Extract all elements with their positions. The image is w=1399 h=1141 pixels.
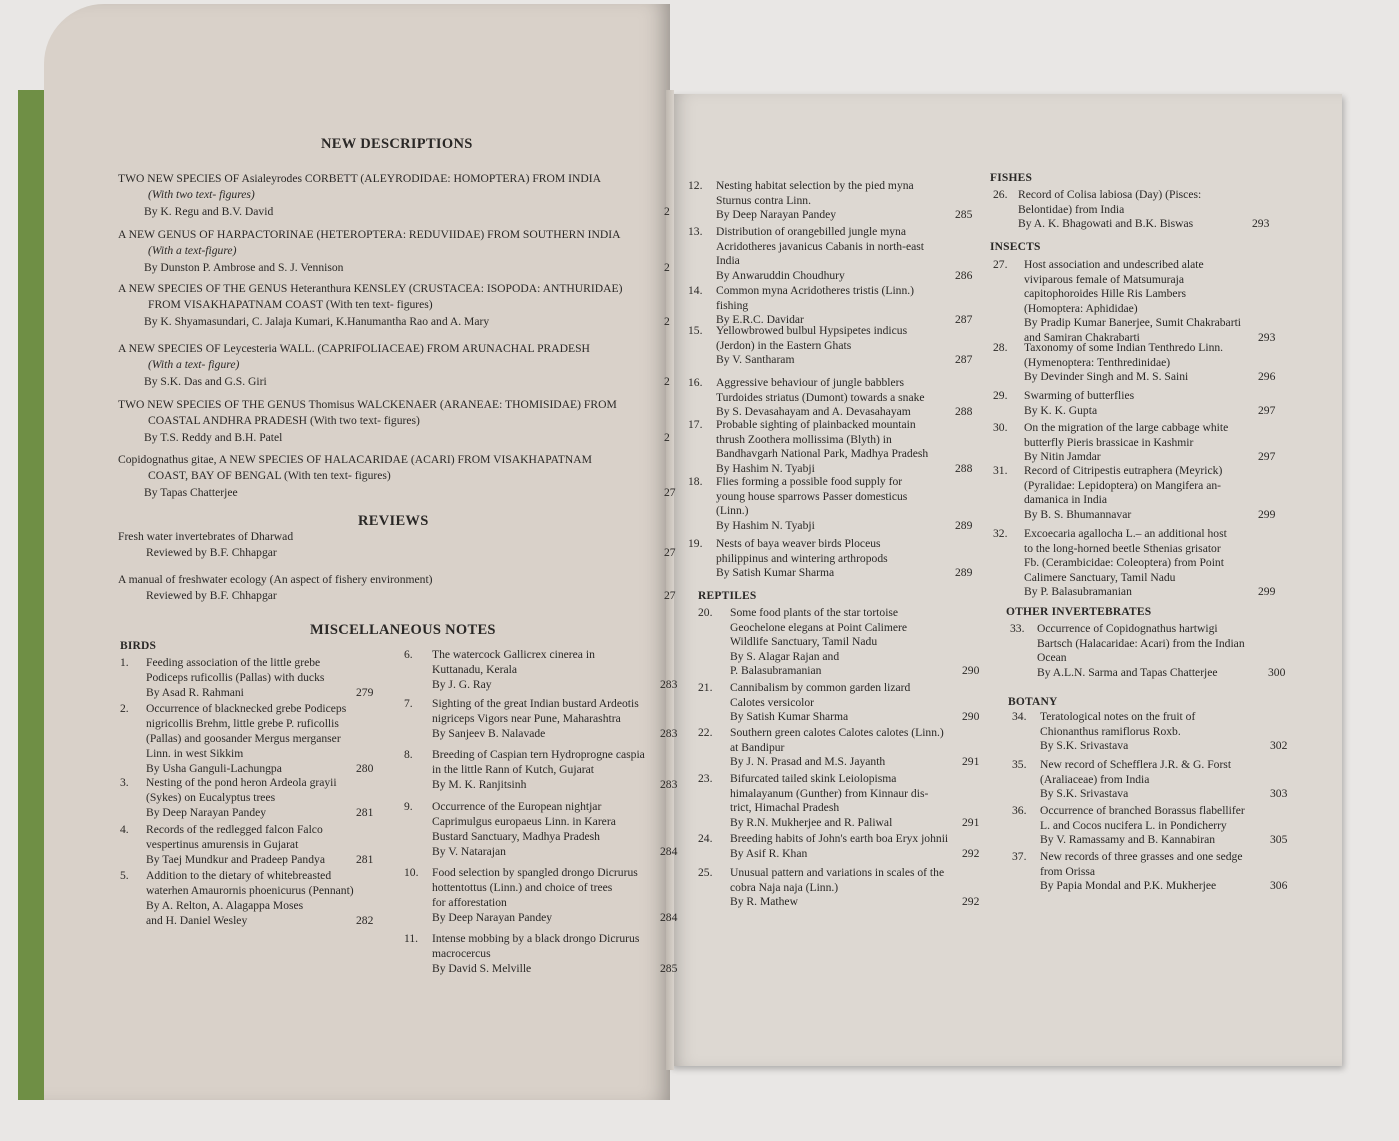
- entry-line: By Devinder Singh and M. S. Saini: [1024, 370, 1189, 383]
- page-number: 2: [664, 205, 670, 218]
- entry-line: India: [716, 254, 740, 267]
- entry-number: 18.: [688, 475, 703, 488]
- entry-line: New record of Schefflera J.R. & G. Forst: [1040, 758, 1232, 771]
- section-reptiles: REPTILES: [698, 590, 757, 602]
- entry-number: 12.: [688, 179, 703, 192]
- entry-line: Record of Colisa labiosa (Day) (Pisces:: [1018, 188, 1202, 201]
- entry-line: philippinus and wintering arthropods: [716, 551, 888, 565]
- page-number: 305: [1270, 833, 1288, 846]
- entry-line: By R. Mathew: [730, 895, 798, 908]
- entry-number: 5.: [120, 869, 129, 882]
- entry-line: By Deep Narayan Pandey: [716, 208, 837, 221]
- page-number: 282: [356, 914, 374, 927]
- entry-line: Southern green calotes Calotes calotes (Linn.): [730, 726, 944, 739]
- entry-title-cont: COASTAL ANDHRA PRADESH (With two text- figures): [148, 414, 420, 427]
- entry-line: Swarming of butterflies: [1024, 389, 1135, 402]
- page-number: 27: [664, 486, 676, 499]
- entry-line: By V. Ramassamy and B. Kannabiran: [1040, 833, 1216, 846]
- entry-line: By Usha Ganguli-Lachungpa: [146, 762, 282, 775]
- entry-title: TWO NEW SPECIES OF THE GENUS Thomisus WALCKENAER (ARANEAE: THOMISIDAE) FROM: [118, 398, 617, 411]
- page-number: 283: [660, 778, 678, 791]
- entry-line: cobra Naja naja (Linn.): [730, 880, 839, 894]
- entry-line: By R.N. Mukherjee and R. Paliwal: [730, 815, 893, 829]
- entry-number: 11.: [404, 932, 419, 945]
- page-number: 297: [1258, 403, 1276, 417]
- page-number: 286: [955, 268, 973, 282]
- entry-line: By Hashim N. Tyabji: [716, 518, 815, 532]
- entry-line: By J. G. Ray: [432, 678, 492, 691]
- page-number: 291: [962, 815, 980, 829]
- page-number: 302: [1270, 739, 1288, 752]
- entry-line: waterhen Amaurornis phoenicurus (Pennant): [146, 884, 354, 897]
- entry-line: (Sykes) on Eucalyptus trees: [146, 791, 276, 804]
- entry-number: 2.: [120, 702, 129, 715]
- entry-line: Some food plants of the star tortoise: [730, 606, 899, 619]
- page-number: 303: [1270, 787, 1288, 800]
- page-number: 27: [664, 589, 676, 602]
- entry-line: By S. Devasahayam and A. Devasahayam: [716, 405, 911, 418]
- page-number: 284: [660, 911, 678, 924]
- entry-line: By A. K. Bhagowati and B.K. Biswas: [1018, 217, 1194, 230]
- page-number: 289: [955, 566, 973, 579]
- entry-line: Sturnus contra Linn.: [716, 193, 811, 207]
- entry-line: vespertinus amurensis in Gujarat: [146, 838, 299, 851]
- entry-number: 20.: [698, 606, 713, 619]
- entry-title-cont: COAST, BAY OF BENGAL (With ten text- figures): [148, 469, 391, 482]
- entry-line: (Pyralidae: Lepidoptera) on Mangifera an-: [1024, 478, 1222, 492]
- page-number: 296: [1258, 370, 1276, 383]
- entry-line: By V. Santharam: [716, 353, 795, 366]
- page-number: 283: [660, 727, 678, 740]
- entry-line: Food selection by spangled drongo Dicrurus: [432, 866, 638, 879]
- entry-line: Nesting habitat selection by the pied myna: [716, 179, 914, 192]
- entry-line: By J. N. Prasad and M.S. Jayanth: [730, 755, 886, 768]
- page-number: 288: [955, 405, 973, 418]
- entry-number: 36.: [1012, 804, 1027, 817]
- entry-number: 13.: [688, 225, 703, 238]
- page-number: 284: [660, 845, 678, 858]
- entry-line: Taxonomy of some Indian Tenthredo Linn.: [1024, 341, 1224, 354]
- entry-line: By Taej Mundkur and Pradeep Pandya: [146, 853, 325, 866]
- entry-number: 27.: [993, 258, 1008, 271]
- page-number: 281: [356, 806, 374, 819]
- entry-title: A NEW SPECIES OF THE GENUS Heteranthura KENSLEY (CRUSTACEA: ISOPODA: ANTHURIDAE): [118, 282, 623, 295]
- entry-title: A NEW SPECIES OF Leycesteria WALL. (CAPRIFOLIACEAE) FROM ARUNACHAL PRADESH: [118, 342, 590, 355]
- entry-number: 6.: [404, 648, 413, 661]
- section-birds: BIRDS: [120, 640, 157, 652]
- entry-number: 26.: [993, 188, 1008, 201]
- entry-line: Probable sighting of plainbacked mountain: [716, 418, 916, 431]
- review-title: Fresh water invertebrates of Dharwad: [118, 530, 294, 543]
- entry-line: Calotes versicolor: [730, 695, 815, 709]
- entry-authors: By Dunston P. Ambrose and S. J. Vennison: [144, 261, 344, 274]
- entry-line: Bartsch (Halacaridae: Acari) from the Indian: [1037, 636, 1245, 650]
- entry-line: Feeding association of the little grebe: [146, 656, 321, 669]
- entry-line: On the migration of the large cabbage white: [1024, 421, 1229, 434]
- entry-line: By Deep Narayan Pandey: [146, 806, 267, 819]
- entry-line: hottentottus (Linn.) and choice of trees: [432, 881, 613, 894]
- page-number: 293: [1252, 217, 1270, 230]
- entry-line: Chionanthus ramiflorus Roxb.: [1040, 724, 1181, 738]
- entry-line: macrocercus: [432, 947, 491, 960]
- page-number: 2: [664, 375, 670, 388]
- entry-number: 29.: [993, 389, 1008, 402]
- entry-title: TWO NEW SPECIES OF Asialeyrodes CORBETT (ALEYRODIDAE: HOMOPTERA) FROM INDIA: [118, 172, 601, 185]
- page-number: 280: [356, 762, 374, 775]
- entry-line: Teratological notes on the fruit of: [1040, 710, 1196, 723]
- entry-line: By Sanjeev B. Nalavade: [432, 727, 546, 740]
- entry-line: at Bandipur: [730, 740, 785, 754]
- page-number: 299: [1258, 507, 1276, 521]
- entry-line: By E.R.C. Davidar: [716, 313, 804, 326]
- entry-line: P. Balasubramanian: [730, 664, 822, 677]
- page-number: 279: [356, 686, 374, 699]
- review-by: Reviewed by B.F. Chhapgar: [146, 589, 277, 602]
- entry-number: 24.: [698, 832, 713, 845]
- page-number: 2: [664, 431, 670, 444]
- entry-title-cont: (With a text- figure): [148, 358, 240, 371]
- page-number: 289: [955, 518, 973, 532]
- entry-line: young house sparrows Passer domesticus: [716, 489, 908, 503]
- entry-line: Geochelone elegans at Point Calimere: [730, 620, 908, 634]
- entry-line: Fb. (Cerambicidae: Coleoptera) from Point: [1024, 556, 1224, 569]
- entry-line: Addition to the dietary of whitebreasted: [146, 869, 332, 882]
- entry-line: L. and Cocos nucifera L. in Pondicherry: [1040, 818, 1227, 832]
- entry-line: Distribution of orangebilled jungle myna: [716, 225, 906, 238]
- entry-line: By S.K. Srivastava: [1040, 787, 1129, 800]
- entry-number: 7.: [404, 697, 413, 710]
- entry-line: By S. Alagar Rajan and: [730, 649, 840, 663]
- entry-line: By A.L.N. Sarma and Tapas Chatterjee: [1037, 665, 1218, 679]
- entry-line: Flies forming a possible food supply for: [716, 475, 903, 488]
- entry-line: Host association and undescribed alate: [1024, 258, 1204, 271]
- entry-line: By B. S. Bhumannavar: [1024, 507, 1132, 521]
- page-number: 291: [962, 755, 980, 768]
- entry-number: 33.: [1010, 622, 1025, 635]
- entry-line: By Asad R. Rahmani: [146, 686, 244, 699]
- entry-number: 14.: [688, 284, 703, 297]
- entry-line: By David S. Melville: [432, 962, 532, 975]
- page-number: 281: [356, 853, 374, 866]
- entry-number: 35.: [1012, 758, 1027, 771]
- entry-title: A NEW GENUS OF HARPACTORINAE (HETEROPTERA: REDUVIIDAE) FROM SOUTHERN INDIA: [118, 228, 621, 241]
- entry-authors: By S.K. Das and G.S. Giri: [144, 375, 267, 388]
- entry-line: By Hashim N. Tyabji: [716, 461, 815, 475]
- entry-line: Occurrence of Copidognathus hartwigi: [1037, 622, 1218, 635]
- page-number: 285: [660, 962, 678, 975]
- entry-line: Bandhavgarh National Park, Madhya Pradesh: [716, 447, 929, 460]
- entry-number: 37.: [1012, 850, 1027, 863]
- page-number: 285: [955, 208, 973, 221]
- entry-number: 17.: [688, 418, 703, 431]
- page-number: 290: [962, 664, 980, 677]
- page-number: 2: [664, 315, 670, 328]
- entry-line: to the long-horned beetle Sthenias grisator: [1024, 541, 1221, 555]
- entry-line: and H. Daniel Wesley: [146, 914, 248, 927]
- entry-authors: By T.S. Reddy and B.H. Patel: [144, 431, 283, 444]
- page-number: 292: [962, 895, 980, 908]
- entry-authors: By K. Regu and B.V. David: [144, 205, 274, 218]
- page-number: 306: [1270, 879, 1288, 892]
- entry-line: By Deep Narayan Pandey: [432, 911, 553, 924]
- entry-number: 1.: [120, 656, 129, 669]
- entry-line: from Orissa: [1040, 864, 1096, 878]
- entry-title-cont: FROM VISAKHAPATNAM COAST (With ten text- figures): [148, 298, 433, 311]
- entry-line: Bustard Sanctuary, Madhya Pradesh: [432, 830, 600, 843]
- page-number: 2: [664, 261, 670, 274]
- heading-misc-notes: MISCELLANEOUS NOTES: [310, 622, 496, 638]
- entry-line: Caprimulgus europaeus Linn. in Karera: [432, 815, 616, 828]
- page-number: 297: [1258, 450, 1276, 463]
- entry-line: for afforestation: [432, 896, 507, 909]
- entry-line: Records of the redlegged falcon Falco: [146, 823, 323, 836]
- entry-authors: By Tapas Chatterjee: [144, 486, 238, 499]
- page-number: 299: [1258, 585, 1276, 598]
- page-number: 300: [1268, 665, 1286, 679]
- heading-new-descriptions: NEW DESCRIPTIONS: [321, 136, 473, 152]
- entry-line: nigricollis Brehm, little grebe P. ruficollis: [146, 717, 339, 730]
- entry-line: Ocean: [1037, 651, 1067, 664]
- heading-reviews: REVIEWS: [358, 513, 429, 529]
- page-number: 293: [1258, 330, 1276, 344]
- entry-line: By V. Natarajan: [432, 845, 506, 858]
- entry-line: Sighting of the great Indian bustard Ardeotis: [432, 697, 639, 710]
- entry-line: himalayanum (Gunther) from Kinnaur dis-: [730, 786, 929, 800]
- entry-line: Podiceps ruficollis (Pallas) with ducks: [146, 671, 325, 684]
- entry-number: 16.: [688, 376, 703, 389]
- entry-line: Wildlife Sanctuary, Tamil Nadu: [730, 635, 878, 648]
- entry-number: 19.: [688, 537, 703, 550]
- section-insects: INSECTS: [990, 241, 1041, 253]
- page-number: 292: [962, 846, 980, 860]
- entry-line: By M. K. Ranjitsinh: [432, 778, 527, 791]
- entry-line: trict, Himachal Pradesh: [730, 801, 840, 814]
- page-number: 283: [660, 678, 678, 691]
- page-number: 27: [664, 546, 676, 559]
- entry-line: (Homoptera: Aphididae): [1024, 301, 1138, 315]
- entry-line: in the little Rann of Kutch, Gujarat: [432, 763, 594, 776]
- entry-number: 8.: [404, 748, 413, 761]
- entry-line: (Pallas) and goosander Mergus merganser: [146, 732, 341, 745]
- entry-line: Yellowbrowed bulbul Hypsipetes indicus: [716, 324, 908, 337]
- entry-line: Unusual pattern and variations in scales of the: [730, 866, 945, 879]
- review-title: A manual of freshwater ecology (An aspect of fishery environment): [118, 573, 433, 586]
- entry-line: Nests of baya weaver birds Ploceus: [716, 537, 881, 550]
- entry-title-cont: (With two text- figures): [148, 188, 255, 201]
- entry-line: Occurrence of blacknecked grebe Podiceps: [146, 702, 347, 715]
- entry-number: 22.: [698, 726, 713, 739]
- entry-number: 34.: [1012, 710, 1027, 723]
- entry-line: Excoecaria agallocha L.– an additional host: [1024, 527, 1227, 540]
- entry-line: Occurrence of the European nightjar: [432, 800, 602, 813]
- entry-line: viviparous female of Matsumuraja: [1024, 272, 1185, 286]
- entry-line: By K. K. Gupta: [1024, 403, 1098, 417]
- entry-line: (Linn.): [716, 504, 749, 517]
- entry-line: capitophoroides Hille Ris Lambers: [1024, 287, 1186, 300]
- entry-number: 21.: [698, 681, 713, 694]
- entry-line: By Anwaruddin Choudhury: [716, 268, 845, 282]
- entry-line: Cannibalism by common garden lizard: [730, 681, 911, 694]
- entry-title-cont: (With a text-figure): [148, 244, 237, 257]
- section-botany: BOTANY: [1008, 696, 1058, 708]
- entry-line: Breeding of Caspian tern Hydroprogne caspia: [432, 748, 645, 761]
- entry-line: Record of Citripestis eutraphera (Meyrick): [1024, 464, 1223, 477]
- entry-line: Intense mobbing by a black drongo Dicrurus: [432, 932, 640, 945]
- entry-line: Bifurcated tailed skink Leiolopisma: [730, 772, 897, 785]
- entry-line: Common myna Acridotheres tristis (Linn.): [716, 284, 915, 297]
- entry-authors: By K. Shyamasundari, C. Jalaja Kumari, K.Hanumantha Rao and A. Mary: [144, 315, 490, 328]
- entry-number: 32.: [993, 527, 1008, 540]
- entry-line: (Araliaceae) from India: [1040, 772, 1150, 786]
- entry-number: 4.: [120, 823, 129, 836]
- entry-line: Aggressive behaviour of jungle babblers: [716, 376, 905, 389]
- entry-line: By A. Relton, A. Alagappa Moses: [146, 899, 304, 912]
- entry-line: By P. Balasubramanian: [1024, 585, 1132, 598]
- entry-line: thrush Zoothera mollissima (Blyth) in: [716, 432, 892, 446]
- entry-line: Occurrence of branched Borassus flabellifer: [1040, 804, 1245, 817]
- page-number: 287: [955, 313, 973, 326]
- entry-number: 9.: [404, 800, 413, 813]
- entry-line: By Satish Kumar Sharma: [730, 710, 849, 723]
- entry-line: By Satish Kumar Sharma: [716, 566, 835, 579]
- entry-number: 25.: [698, 866, 713, 879]
- entry-line: Kuttanadu, Kerala: [432, 663, 517, 676]
- entry-line: Breeding habits of John's earth boa Eryx johnii: [730, 832, 949, 845]
- entry-line: By Nitin Jamdar: [1024, 450, 1101, 463]
- entry-line: Belontidae) from India: [1018, 202, 1125, 216]
- entry-line: Turdoides striatus (Dumont) towards a snake: [716, 390, 925, 404]
- entry-line: By S.K. Srivastava: [1040, 739, 1129, 752]
- entry-line: Calimere Sanctuary, Tamil Nadu: [1024, 570, 1176, 584]
- entry-number: 3.: [120, 776, 129, 789]
- review-by: Reviewed by B.F. Chhapgar: [146, 546, 277, 559]
- entry-line: By Papia Mondal and P.K. Mukherjee: [1040, 879, 1217, 892]
- entry-line: butterfly Pieris brassicae in Kashmir: [1024, 435, 1194, 449]
- entry-number: 10.: [404, 866, 419, 879]
- page-number: 287: [955, 353, 973, 366]
- entry-line: (Jerdon) in the Eastern Ghats: [716, 338, 852, 352]
- entry-line: (Hymenoptera: Tenthredinidae): [1024, 355, 1171, 369]
- entry-line: By Asif R. Khan: [730, 846, 808, 860]
- entry-number: 15.: [688, 324, 703, 337]
- entry-line: Nesting of the pond heron Ardeola grayii: [146, 776, 337, 789]
- section-fishes: FISHES: [990, 172, 1033, 184]
- entry-line: fishing: [716, 298, 749, 312]
- entry-number: 28.: [993, 341, 1008, 354]
- entry-line: New records of three grasses and one sedge: [1040, 850, 1243, 863]
- section-other-invertebrates: OTHER INVERTEBRATES: [1006, 606, 1152, 618]
- entry-line: damanica in India: [1024, 493, 1108, 506]
- entry-line: Linn. in west Sikkim: [146, 747, 244, 760]
- entry-line: The watercock Gallicrex cinerea in: [432, 648, 595, 661]
- entry-line: Acridotheres javanicus Cabanis in north-east: [716, 239, 924, 253]
- entry-number: 30.: [993, 421, 1008, 434]
- entry-title: Copidognathus gitae, A NEW SPECIES OF HALACARIDAE (ACARI) FROM VISAKHAPATNAM: [118, 453, 592, 466]
- entry-line: and Samiran Chakrabarti: [1024, 330, 1140, 344]
- entry-line: By Pradip Kumar Banerjee, Sumit Chakrabarti: [1024, 316, 1242, 329]
- page-number: 288: [955, 461, 973, 475]
- entry-number: 31.: [993, 464, 1008, 477]
- page-number: 290: [962, 710, 980, 723]
- entry-number: 23.: [698, 772, 713, 785]
- entry-line: nigriceps Vigors near Pune, Maharashtra: [432, 712, 621, 725]
